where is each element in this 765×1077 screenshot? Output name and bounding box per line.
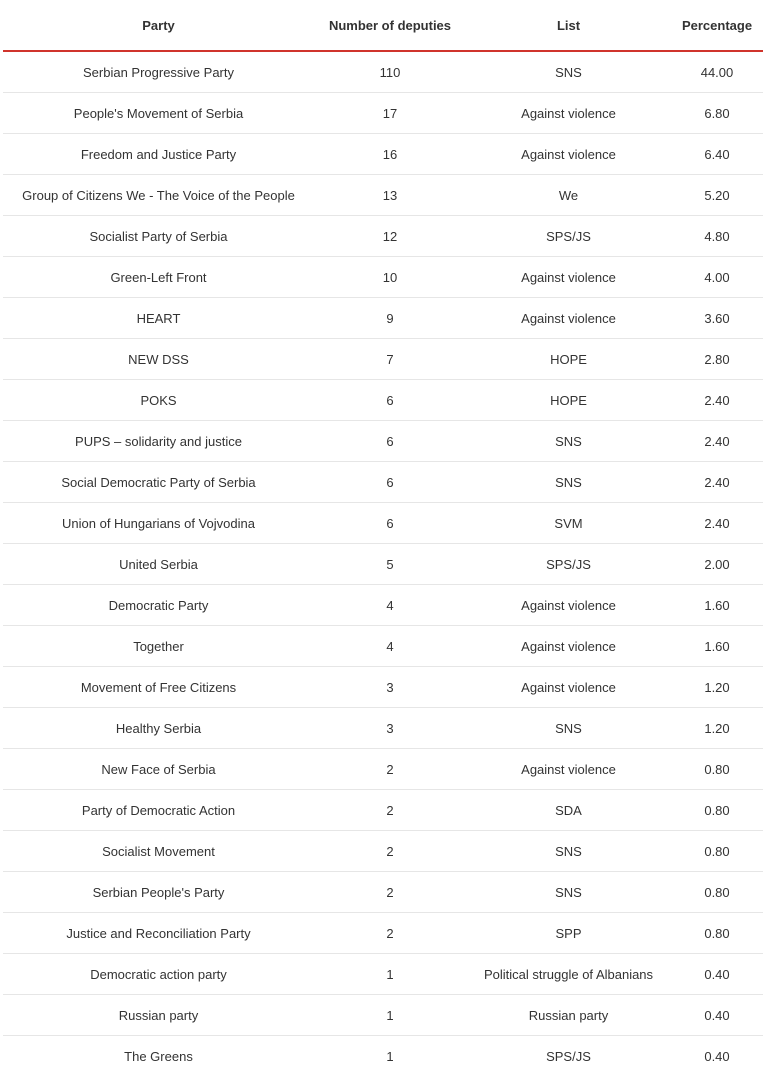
column-header-party[interactable]: Party [3, 0, 314, 51]
deputies-cell: 6 [314, 421, 466, 462]
table-row [3, 872, 763, 913]
percentage-cell: 1.60 [671, 585, 763, 626]
list-cell: Against violence [466, 93, 671, 134]
table-row [3, 503, 763, 544]
percentage-cell: 3.60 [671, 298, 763, 339]
list-cell: Against violence [466, 298, 671, 339]
party-cell: Green-Left Front [3, 257, 314, 298]
party-cell: NEW DSS [3, 339, 314, 380]
deputies-cell: 6 [314, 380, 466, 421]
list-cell: SPP [466, 913, 671, 954]
percentage-cell: 0.40 [671, 954, 763, 995]
table-row [3, 708, 763, 749]
deputies-cell: 1 [314, 995, 466, 1036]
party-cell: Movement of Free Citizens [3, 667, 314, 708]
list-cell: Against violence [466, 134, 671, 175]
table-row [3, 585, 763, 626]
table-row [3, 749, 763, 790]
list-cell: SPS/JS [466, 544, 671, 585]
list-cell: Against violence [466, 626, 671, 667]
table-row [3, 257, 763, 298]
table-row [3, 380, 763, 421]
column-header-percentage[interactable]: Percentage [671, 0, 763, 51]
deputies-cell: 10 [314, 257, 466, 298]
party-cell: Freedom and Justice Party [3, 134, 314, 175]
list-cell: HOPE [466, 380, 671, 421]
percentage-cell: 1.20 [671, 708, 763, 749]
table-row [3, 954, 763, 995]
list-cell: SNS [466, 51, 671, 93]
list-cell: SVM [466, 503, 671, 544]
column-header-list[interactable]: List [466, 0, 671, 51]
party-cell: Social Democratic Party of Serbia [3, 462, 314, 503]
deputies-cell: 3 [314, 667, 466, 708]
deputies-cell: 17 [314, 93, 466, 134]
list-cell: SNS [466, 831, 671, 872]
deputies-cell: 2 [314, 831, 466, 872]
table-header [3, 0, 763, 51]
party-cell: Serbian People's Party [3, 872, 314, 913]
deputies-cell: 1 [386, 1048, 394, 1064]
percentage-cell: 0.80 [671, 913, 763, 954]
party-cell: Healthy Serbia [3, 708, 314, 749]
header-row [3, 0, 763, 51]
party-cell: United Serbia [3, 544, 314, 585]
deputies-cell: 9 [314, 298, 466, 339]
party-cell: Serbian Progressive Party [3, 51, 314, 93]
table-row [3, 175, 763, 216]
party-cell: Socialist Party of Serbia [3, 216, 314, 257]
table-row [3, 134, 763, 175]
party-cell: Democratic Party [3, 585, 314, 626]
deputies-cell: 110 [314, 51, 466, 93]
percentage-cell: 0.80 [671, 790, 763, 831]
table-row [3, 216, 763, 257]
list-cell: Russian party [466, 995, 671, 1036]
table-row [3, 298, 763, 339]
deputies-cell: 6 [314, 462, 466, 503]
percentage-cell: 5.20 [671, 175, 763, 216]
table-row [3, 339, 763, 380]
percentage-cell: 2.40 [671, 421, 763, 462]
percentage-cell: 0.80 [671, 872, 763, 913]
percentage-cell: 1.60 [671, 626, 763, 667]
percentage-cell: 6.80 [671, 93, 763, 134]
table-row [3, 667, 763, 708]
party-cell: Together [3, 626, 314, 667]
list-cell: SNS [466, 421, 671, 462]
percentage-cell: 4.80 [671, 216, 763, 257]
deputies-cell: 2 [314, 790, 466, 831]
percentage-cell: 44.00 [671, 51, 763, 93]
deputies-table [3, 0, 763, 1076]
deputies-cell: 12 [314, 216, 466, 257]
percentage-cell: 2.40 [671, 380, 763, 421]
deputies-cell: 7 [314, 339, 466, 380]
percentage-cell: 4.00 [671, 257, 763, 298]
percentage-cell: 1.20 [671, 667, 763, 708]
deputies-cell: 4 [314, 585, 466, 626]
table-row [3, 462, 763, 503]
percentage-cell: 0.40 [704, 1048, 730, 1064]
percentage-cell: 6.40 [671, 134, 763, 175]
party-cell: Justice and Reconciliation Party [3, 913, 314, 954]
deputies-cell: 16 [314, 134, 466, 175]
party-cell: HEART [3, 298, 314, 339]
deputies-cell: 13 [314, 175, 466, 216]
percentage-cell: 0.80 [671, 749, 763, 790]
table-row [3, 421, 763, 462]
party-cell: Russian party [3, 995, 314, 1036]
list-cell: Against violence [466, 585, 671, 626]
party-cell: PUPS – solidarity and justice [3, 421, 314, 462]
list-cell: We [466, 175, 671, 216]
table-row [3, 913, 763, 954]
list-cell: SPS/JS [466, 216, 671, 257]
party-cell: People's Movement of Serbia [3, 93, 314, 134]
deputies-cell: 2 [314, 913, 466, 954]
deputies-cell: 2 [314, 749, 466, 790]
table-row [3, 51, 763, 93]
percentage-cell: 2.40 [671, 462, 763, 503]
party-cell: POKS [3, 380, 314, 421]
percentage-cell: 0.40 [671, 995, 763, 1036]
table-row [3, 1036, 763, 1077]
deputies-cell: 6 [314, 503, 466, 544]
deputies-cell: 4 [314, 626, 466, 667]
list-cell: SNS [466, 708, 671, 749]
party-cell: The Greens [124, 1048, 193, 1064]
column-header-deputies[interactable]: Number of deputies [314, 0, 466, 51]
list-cell: SDA [466, 790, 671, 831]
percentage-cell: 2.80 [671, 339, 763, 380]
percentage-cell: 0.80 [671, 831, 763, 872]
deputies-cell: 5 [314, 544, 466, 585]
percentage-cell: 2.00 [671, 544, 763, 585]
party-cell: Group of Citizens We - The Voice of the People [3, 175, 314, 216]
deputies-cell: 3 [314, 708, 466, 749]
table-row [3, 831, 763, 872]
table-row [3, 790, 763, 831]
table-body [3, 51, 763, 1076]
list-cell: Against violence [466, 667, 671, 708]
table-row [3, 995, 763, 1036]
party-cell: Socialist Movement [3, 831, 314, 872]
party-cell: Party of Democratic Action [3, 790, 314, 831]
list-cell: SPS/JS [546, 1048, 591, 1064]
list-cell: Against violence [466, 749, 671, 790]
deputies-cell: 1 [314, 954, 466, 995]
table-row [3, 544, 763, 585]
list-cell: SNS [466, 462, 671, 503]
percentage-cell: 2.40 [671, 503, 763, 544]
table-row [3, 626, 763, 667]
list-cell: SNS [466, 872, 671, 913]
party-cell: Democratic action party [3, 954, 314, 995]
table-row [3, 93, 763, 134]
party-cell: New Face of Serbia [3, 749, 314, 790]
party-cell: Union of Hungarians of Vojvodina [3, 503, 314, 544]
list-cell: Political struggle of Albanians [466, 954, 671, 995]
results-table-container [3, 0, 763, 1076]
deputies-cell: 2 [314, 872, 466, 913]
list-cell: HOPE [466, 339, 671, 380]
list-cell: Against violence [466, 257, 671, 298]
